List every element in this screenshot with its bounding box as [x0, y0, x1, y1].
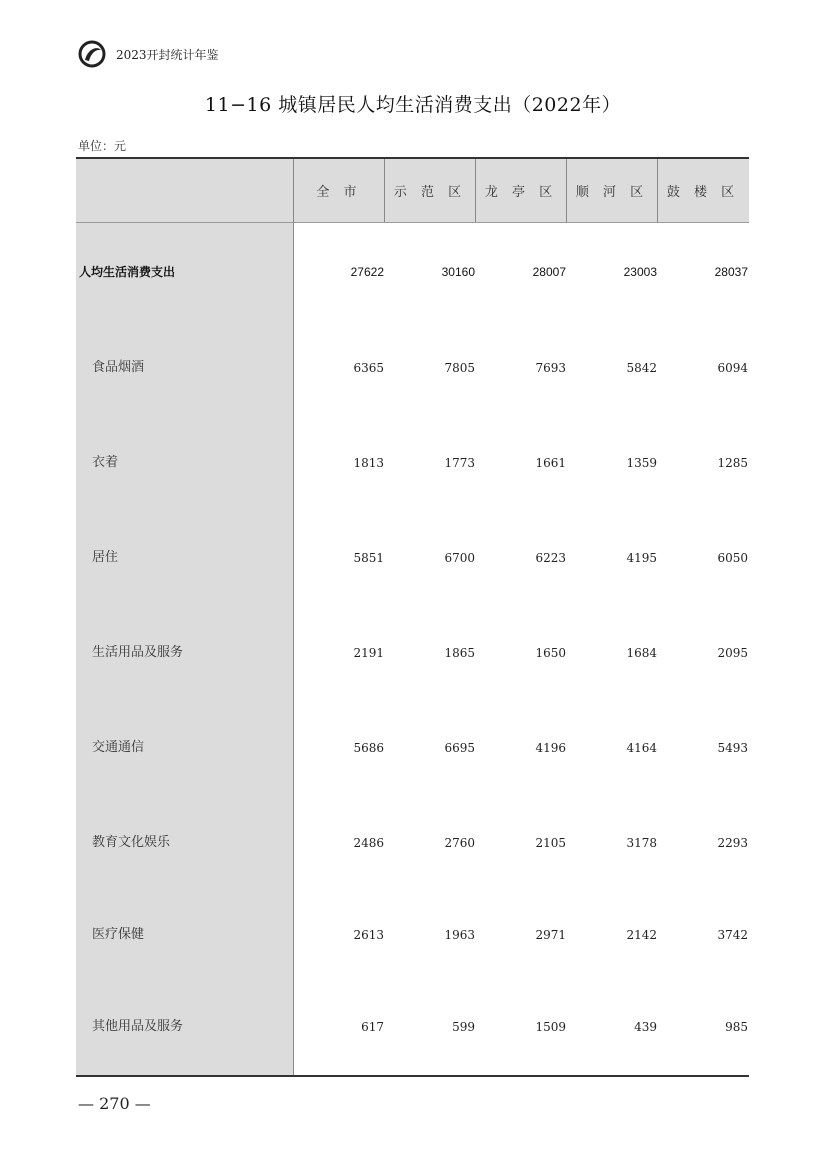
row-label: 衣着 — [92, 455, 119, 470]
table-row — [76, 451, 749, 475]
row-label: 居住 — [92, 550, 119, 565]
row-label: 教育文化娱乐 — [92, 835, 171, 850]
table-cell: 5493 — [717, 741, 748, 755]
table-cell: 2486 — [353, 836, 384, 850]
table-cell: 2191 — [353, 646, 384, 660]
table-row — [76, 546, 749, 570]
row-label: 人均生活消费支出 — [79, 265, 176, 279]
book-title: 2023开封统计年鉴 — [116, 47, 219, 62]
table-row — [76, 831, 749, 855]
table-cell: 5686 — [353, 741, 384, 755]
table-cell: 617 — [361, 1020, 384, 1034]
column-header-city: 全 市 — [316, 185, 362, 200]
column-header-shunhe: 顺 河 区 — [575, 185, 649, 200]
table-cell: 2095 — [717, 646, 748, 660]
table-cell: 28007 — [532, 265, 566, 279]
table-cell: 28037 — [714, 265, 748, 279]
table-cell: 2105 — [535, 836, 566, 850]
unit-label: 单位：元 — [78, 139, 127, 153]
table-cell: 2760 — [444, 836, 475, 850]
table-cell: 6695 — [444, 741, 475, 755]
table-cell: 3742 — [717, 928, 748, 942]
yearbook-logo-icon — [76, 38, 108, 70]
running-header — [76, 38, 219, 70]
table-row — [76, 641, 749, 665]
table-cell: 1359 — [626, 456, 657, 470]
header-bottom-rule — [76, 222, 749, 223]
table-cell: 1285 — [717, 456, 748, 470]
table-cell: 5851 — [353, 551, 384, 565]
table-row — [76, 1015, 749, 1039]
table-cell: 6223 — [535, 551, 566, 565]
table-cell: 4196 — [535, 741, 566, 755]
table-row-total — [76, 260, 749, 284]
table-row — [76, 923, 749, 947]
column-header-longting: 龙 亭 区 — [484, 185, 558, 200]
column-header-gulou: 鼓 楼 区 — [666, 185, 740, 200]
table-cell: 7805 — [444, 361, 475, 375]
table-cell: 27622 — [350, 265, 384, 279]
table-cell: 6050 — [717, 551, 748, 565]
table-cell: 6365 — [353, 361, 384, 375]
column-header-shifan: 示 范 区 — [393, 185, 467, 200]
table-cell: 6094 — [717, 361, 748, 375]
table-cell: 1509 — [535, 1020, 566, 1034]
table-title: 11−16 城镇居民人均生活消费支出（2022年） — [204, 94, 622, 116]
table-cell: 599 — [452, 1020, 475, 1034]
table-cell: 6700 — [444, 551, 475, 565]
table-cell: 23003 — [623, 265, 657, 279]
data-table — [76, 157, 749, 1077]
table-cell: 985 — [725, 1020, 748, 1034]
table-cell: 4164 — [626, 741, 657, 755]
table-cell: 1963 — [444, 928, 475, 942]
table-cell: 1661 — [535, 456, 566, 470]
table-cell: 2971 — [535, 928, 566, 942]
table-cell: 2293 — [717, 836, 748, 850]
table-cell: 2142 — [626, 928, 657, 942]
table-cell: 1773 — [444, 456, 475, 470]
table-row — [76, 356, 749, 380]
table-cell: 1865 — [444, 646, 475, 660]
row-label: 食品烟酒 — [92, 360, 145, 375]
table-cell: 3178 — [626, 836, 657, 850]
row-label: 交通通信 — [92, 740, 145, 755]
row-label: 其他用品及服务 — [92, 1019, 184, 1034]
table-cell: 1813 — [353, 456, 384, 470]
table-cell: 2613 — [353, 928, 384, 942]
table-cell: 4195 — [626, 551, 657, 565]
row-label: 医疗保健 — [92, 927, 145, 942]
table-cell: 1684 — [626, 646, 657, 660]
table-cell: 439 — [634, 1020, 657, 1034]
table-cell: 1650 — [535, 646, 566, 660]
table-cell: 7693 — [535, 361, 566, 375]
table-cell: 30160 — [441, 265, 475, 279]
row-label: 生活用品及服务 — [92, 645, 184, 660]
table-row — [76, 736, 749, 760]
table-cell: 5842 — [626, 361, 657, 375]
table-bottom-rule — [76, 1075, 749, 1077]
page-number: — 270 — — [78, 1094, 151, 1113]
